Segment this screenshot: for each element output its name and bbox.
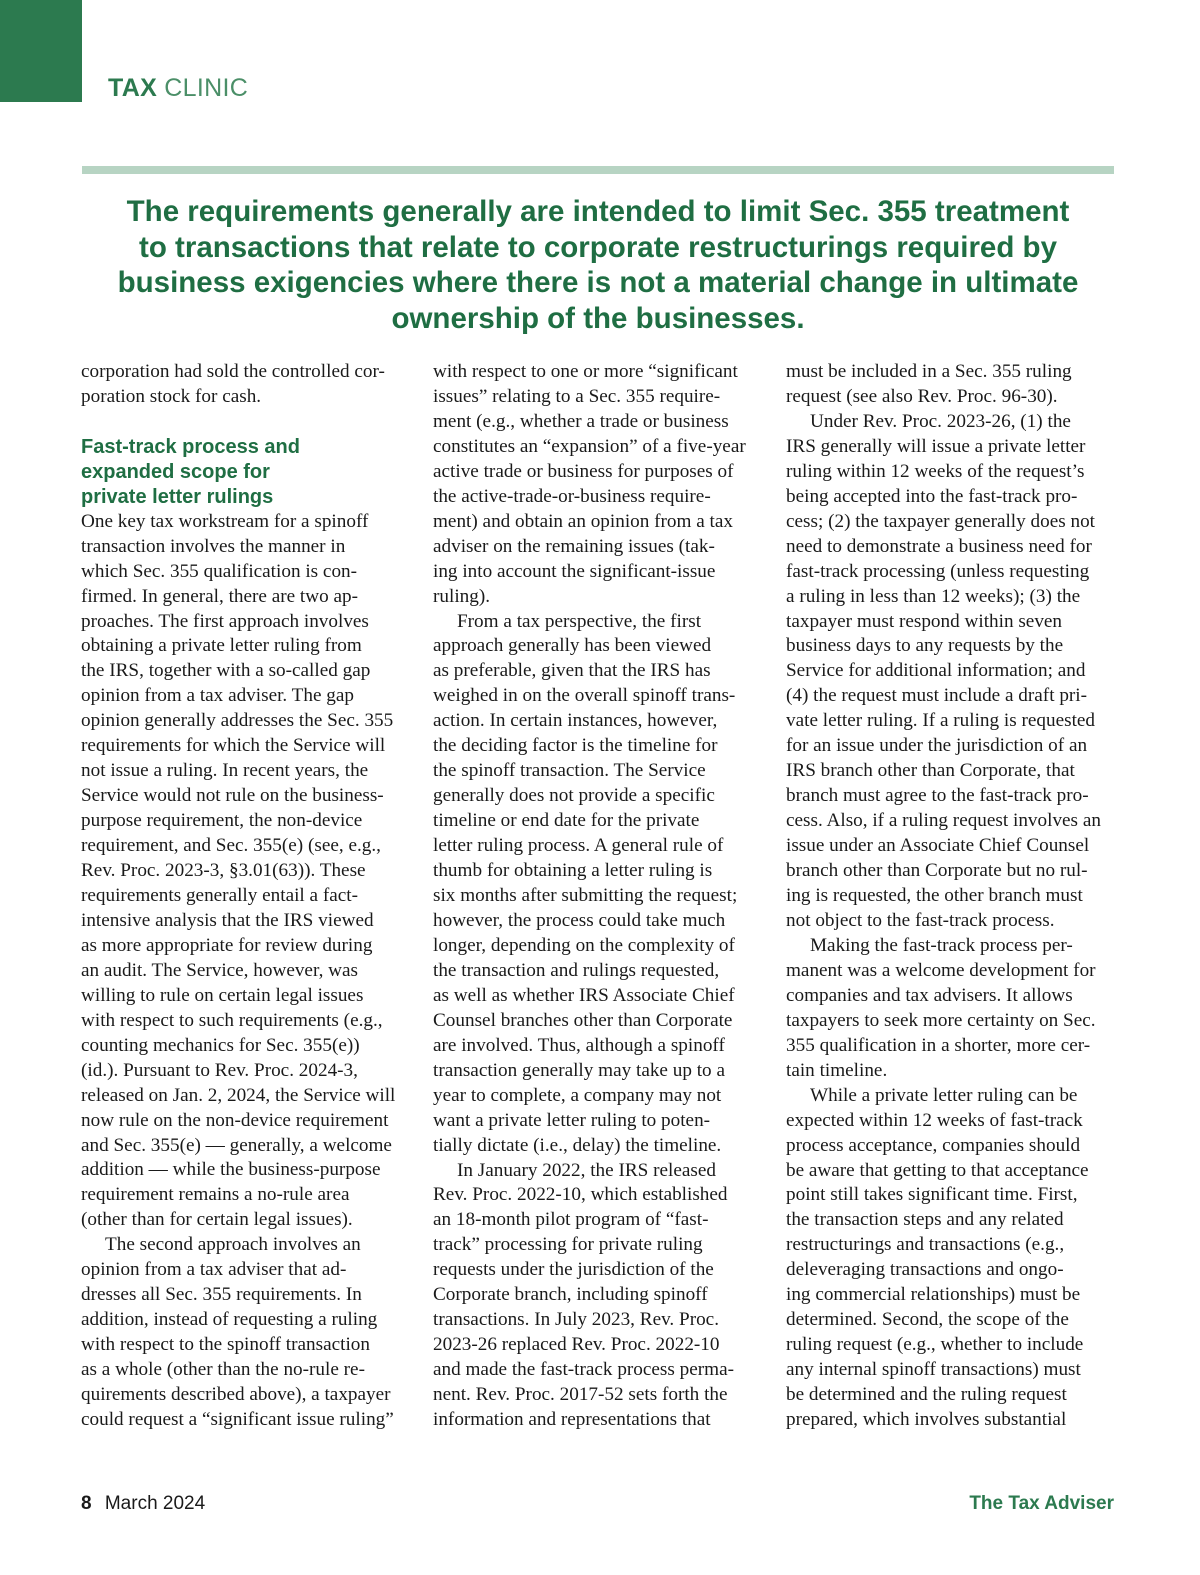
section-subhead-line: expanded scope for (81, 460, 270, 483)
pull-quote-line: to transactions that relate to corporate restructurings required by (139, 230, 1057, 264)
body-text-line: must be included in a Sec. 355 ruling (786, 361, 1072, 382)
body-text-line: track” processing for private ruling (433, 1234, 703, 1256)
body-text-line: From a tax perspective, the first (457, 610, 702, 632)
body-text-line: opinion generally addresses the Sec. 355 (81, 710, 394, 732)
body-text-line: approach generally has been viewed (433, 635, 712, 657)
body-text-line: transaction generally may take up to a (433, 1059, 725, 1081)
body-text-line: companies and tax advisers. It allows (786, 984, 1073, 1006)
body-text-line: branch must agree to the fast-track pro- (786, 785, 1089, 807)
body-text-line: dresses all Sec. 355 requirements. In (81, 1284, 362, 1306)
pull-quote (86, 194, 1110, 336)
body-text-line: purpose requirement, the non-device (81, 810, 363, 832)
section-header (108, 74, 248, 103)
body-text-line: tially dictate (i.e., delay) the timeline. (433, 1134, 722, 1156)
body-text-line: the spinoff transaction. The Service (433, 760, 706, 782)
body-text-line: transactions. In July 2023, Rev. Proc. (433, 1309, 719, 1331)
body-text-line: however, the process could take much (433, 909, 726, 931)
article-column-1 (81, 360, 416, 1433)
body-text-line: as a whole (other than the no-rule re- (81, 1359, 365, 1381)
article-column-3 (786, 360, 1121, 1433)
body-text-line: ing is requested, the other branch must (786, 885, 1083, 907)
body-text-line: vate letter ruling. If a ruling is requested (786, 710, 1096, 732)
body-text-line: ment (e.g., whether a trade or business (433, 410, 729, 432)
body-text-line: expected within 12 weeks of fast-track (786, 1109, 1083, 1131)
body-text-line: ruling request (e.g., whether to include (786, 1334, 1084, 1356)
body-text-line: an audit. The Service, however, was (81, 959, 359, 981)
body-text-line: The second approach involves an (105, 1234, 361, 1256)
body-text-line: quirements described above), a taxpayer (81, 1384, 391, 1406)
body-text-line: the IRS, together with a so-called gap (81, 660, 371, 682)
body-text-line: for an issue under the jurisdiction of an (786, 735, 1088, 757)
body-text-line: restructurings and transactions (e.g., (786, 1234, 1065, 1256)
paragraph-gap (81, 410, 416, 435)
body-text-line: be aware that getting to that acceptance (786, 1159, 1089, 1181)
pullquote-rule (82, 166, 1114, 174)
body-text-line: (other than for certain legal issues). (81, 1209, 353, 1231)
pull-quote-line: ownership of the businesses. (391, 301, 805, 335)
body-text-line: with respect to one or more “significant (433, 361, 738, 382)
body-text-line: letter ruling process. A general rule of (433, 835, 724, 857)
body-text-line: Rev. Proc. 2022-10, which established (433, 1184, 728, 1206)
section-subhead-line: private letter rulings (81, 485, 274, 508)
body-text-line: opinion from a tax adviser that ad- (81, 1259, 347, 1281)
body-text-line: One key tax workstream for a spinoff (81, 510, 369, 532)
page-number: 8 (81, 1493, 92, 1514)
body-text-line: ment) and obtain an opinion from a tax (433, 510, 733, 532)
body-text-line: taxpayer must respond within seven (786, 610, 1063, 632)
corner-color-block (0, 0, 82, 102)
body-text-line: now rule on the non-device requirement (81, 1109, 389, 1131)
body-text-line: and Sec. 355(e) — generally, a welcome (81, 1134, 392, 1156)
body-text-line: released on Jan. 2, 2024, the Service will (81, 1084, 396, 1106)
body-text-line: addition — while the business-purpose (81, 1159, 381, 1181)
body-text-line: Making the fast-track process per- (810, 934, 1073, 956)
body-text-line: constitutes an “expansion” of a five-year (433, 435, 746, 457)
pull-quote-line: The requirements generally are intended to limit Sec. 355 treatment (126, 195, 1070, 228)
page-footer-left (81, 1493, 205, 1515)
body-text-line: requirement remains a no-rule area (81, 1184, 350, 1206)
body-text-line: which Sec. 355 qualification is con- (81, 560, 358, 582)
body-text-line: as preferable, given that the IRS has (433, 660, 711, 682)
body-text-line: timeline or end date for the private (433, 810, 700, 832)
body-text-line: While a private letter ruling can be (810, 1084, 1078, 1106)
body-text-line: (4) the request must include a draft pri- (786, 685, 1088, 707)
body-text-line: weighed in on the overall spinoff trans- (433, 685, 736, 707)
body-text-line: IRS generally will issue a private letter (786, 435, 1086, 457)
body-text-line: and made the fast-track process perma- (433, 1359, 734, 1381)
body-text-line: business days to any requests by the (786, 635, 1064, 657)
body-text-line: generally does not provide a specific (433, 785, 715, 807)
body-text-line: issues” relating to a Sec. 355 require- (433, 385, 721, 407)
body-text-line: requests under the jurisdiction of the (433, 1259, 714, 1281)
body-text-line: Corporate branch, including spinoff (433, 1284, 708, 1306)
section-header-bold: TAX (108, 74, 158, 102)
body-text-line: opinion from a tax adviser. The gap (81, 685, 354, 707)
article-column-2 (433, 360, 768, 1433)
body-text-line: 355 qualification in a shorter, more cer- (786, 1034, 1091, 1056)
body-text-line: not issue a ruling. In recent years, the (81, 760, 369, 782)
body-text-line: firmed. In general, there are two ap- (81, 585, 359, 607)
body-text-line: the transaction steps and any related (786, 1209, 1064, 1231)
body-text-line: want a private letter ruling to poten- (433, 1109, 711, 1131)
body-text-line: deleveraging transactions and ongo- (786, 1259, 1064, 1281)
body-text-line: Service for additional information; and (786, 660, 1086, 682)
body-text-line: Counsel branches other than Corporate (433, 1009, 733, 1031)
body-text-line: willing to rule on certain legal issues (81, 984, 364, 1006)
body-text-line: longer, depending on the complexity of (433, 934, 735, 956)
body-text-line: with respect to the spinoff transaction (81, 1334, 370, 1356)
body-text-line: cess. Also, if a ruling request involves an (786, 810, 1101, 832)
pull-quote-line: business exigencies where there is not a material change in ultimate (117, 266, 1079, 299)
body-text-line: obtaining a private letter ruling from (81, 635, 362, 657)
body-text-line: taxpayers to seek more certainty on Sec. (786, 1009, 1096, 1031)
body-text-line: addition, instead of requesting a ruling (81, 1309, 378, 1331)
body-text-line: active trade or business for purposes of (433, 460, 734, 482)
issue-date: March 2024 (104, 1493, 206, 1514)
body-text-line: cess; (2) the taxpayer generally does not (786, 510, 1096, 532)
body-text-line: year to complete, a company may not (433, 1084, 722, 1106)
body-text-line: six months after submitting the request; (433, 885, 738, 907)
body-text-line: Service would not rule on the business- (81, 785, 384, 807)
body-text-line: action. In certain instances, however, (433, 710, 718, 732)
body-text-line: Under Rev. Proc. 2023-26, (1) the (810, 410, 1071, 432)
section-header-light: CLINIC (164, 74, 249, 102)
body-text-line: the active-trade-or-business require- (433, 485, 711, 507)
body-text-line: IRS branch other than Corporate, that (786, 760, 1075, 782)
body-text-line: could request a “significant issue ruling” (81, 1409, 394, 1431)
body-text-line: transaction involves the manner in (81, 535, 346, 557)
body-text-line: the deciding factor is the timeline for (433, 735, 718, 757)
body-text-line: the transaction and rulings requested, (433, 959, 720, 981)
body-text-line: manent was a welcome development for (786, 959, 1096, 981)
publication-name: The Tax Adviser (969, 1493, 1114, 1514)
body-text-line: fast-track processing (unless requesting (786, 560, 1090, 582)
body-text-line: point still takes significant time. First, (786, 1184, 1078, 1206)
body-text-line: need to demonstrate a business need for (786, 535, 1092, 557)
body-text-line: requirement, and Sec. 355(e) (see, e.g., (81, 835, 381, 857)
body-text-line: Rev. Proc. 2023-3, §3.01(63)). These (81, 860, 366, 882)
body-text-line: counting mechanics for Sec. 355(e)) (81, 1034, 360, 1056)
body-text-line: ruling within 12 weeks of the request’s (786, 460, 1085, 482)
body-text-line: requirements generally entail a fact- (81, 885, 359, 906)
body-text-line: branch other than Corporate but no rul- (786, 860, 1088, 882)
body-text-line: ing into account the significant-issue (433, 560, 716, 582)
body-text-line: issue under an Associate Chief Counsel (786, 835, 1090, 857)
body-text-line: process acceptance, companies should (786, 1134, 1081, 1156)
body-text-line: with respect to such requirements (e.g., (81, 1009, 383, 1031)
body-text-line: any internal spinoff transactions) must (786, 1359, 1081, 1381)
body-text-line: a ruling in less than 12 weeks); (3) the (786, 585, 1081, 607)
body-text-line: request (see also Rev. Proc. 96-30). (786, 385, 1058, 407)
body-text-line: 2023-26 replaced Rev. Proc. 2022-10 (433, 1334, 720, 1356)
body-text-line: being accepted into the fast-track pro- (786, 485, 1078, 507)
body-text-line: prepared, which involves substantial (786, 1409, 1067, 1431)
body-text-line: adviser on the remaining issues (tak- (433, 535, 715, 557)
body-text-line: (id.). Pursuant to Rev. Proc. 2024-3, (81, 1059, 358, 1081)
body-text-line: In January 2022, the IRS released (457, 1159, 716, 1181)
body-text-line: poration stock for cash. (81, 385, 262, 407)
body-text-line: tain timeline. (786, 1059, 888, 1081)
body-text-line: ing commercial relationships) must be (786, 1284, 1081, 1306)
body-text-line: information and representations that (433, 1409, 711, 1431)
body-text-line: proaches. The first approach involves (81, 610, 369, 632)
body-text-line: corporation had sold the controlled cor- (81, 361, 385, 382)
body-text-line: determined. Second, the scope of the (786, 1309, 1069, 1331)
body-text-line: an 18-month pilot program of “fast- (433, 1209, 709, 1231)
body-text-line: as more appropriate for review during (81, 934, 373, 956)
body-text-line: as well as whether IRS Associate Chief (433, 984, 735, 1006)
body-text-line: ruling). (433, 585, 491, 607)
body-text-line: are involved. Thus, although a spinoff (433, 1034, 725, 1056)
body-text-line: be determined and the ruling request (786, 1384, 1067, 1406)
body-text-line: not object to the fast-track process. (786, 909, 1055, 931)
body-text-line: requirements for which the Service will (81, 735, 386, 757)
section-subhead-line: Fast-track process and (81, 435, 300, 458)
body-text-line: intensive analysis that the IRS viewed (81, 909, 374, 931)
body-text-line: thumb for obtaining a letter ruling is (433, 860, 713, 882)
body-text-line: nent. Rev. Proc. 2017-52 sets forth the (433, 1384, 728, 1406)
